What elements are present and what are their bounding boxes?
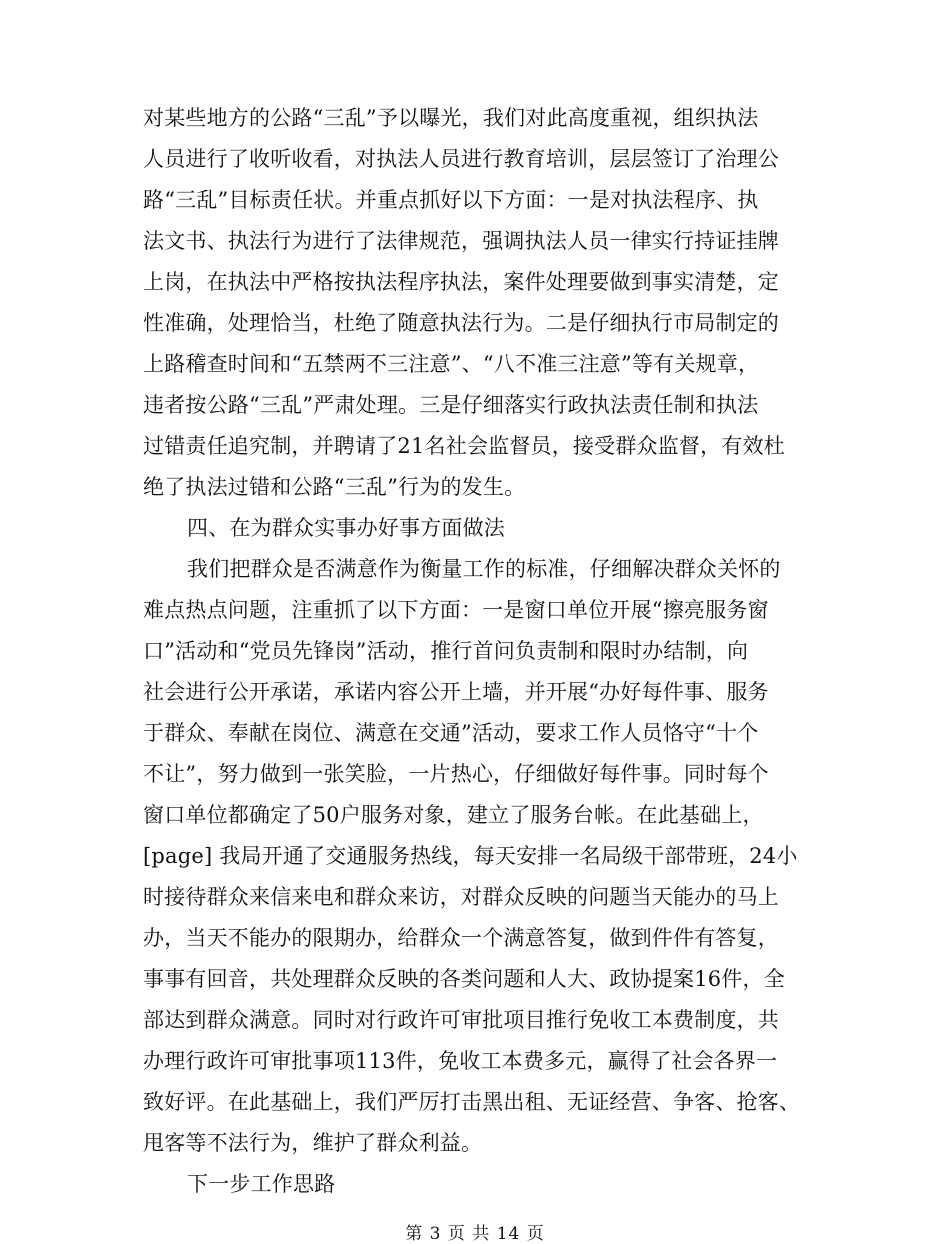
- text-line: 于群众、奉献在岗位、满意在交通”活动，要求工作人员恪守“十个: [143, 721, 759, 745]
- text-line: 不让”，努力做到一张笑脸，一片热心，仔细做好每件事。同时每个: [143, 762, 769, 786]
- text-line: 难点热点问题，注重抓了以下方面：一是窗口单位开展“擦亮服务窗: [143, 598, 769, 622]
- text-line: 窗口单位都确定了50户服务对象，建立了服务台帐。在此基础上，: [143, 803, 764, 827]
- text-line: 部达到群众满意。同时对行政许可审批项目推行免收工本费制度，共: [143, 1008, 779, 1032]
- text-line: 绝了执法过错和公路“三乱”行为的发生。: [143, 475, 526, 499]
- text-line: 办理行政许可审批事项113件，免收工本费多元，赢得了社会各界一: [143, 1049, 778, 1073]
- text-line: 对某些地方的公路“三乱”予以曝光，我们对此高度重视，组织执法: [143, 106, 759, 130]
- text-line: 过错责任追究制，并聘请了21名社会监督员，接受群众监督，有效杜: [143, 434, 785, 458]
- text-line: 上路稽查时间和“五禁两不三注意”、“八不准三注意”等有关规章，: [143, 352, 760, 376]
- page-footer: 第 3 页 共 14 页: [405, 1224, 545, 1244]
- text-line: 我们把群众是否满意作为衡量工作的标准，仔细解决群众关怀的: [187, 557, 781, 581]
- text-line: 致好评。在此基础上，我们严厉打击黑出租、无证经营、争客、抢客、: [143, 1090, 801, 1114]
- text-line: [page] 我局开通了交通服务热线，每天安排一名局级干部带班，24小: [143, 844, 798, 868]
- text-line: 法文书、执法行为进行了法律规范，强调执法人员一律实行持证挂牌: [143, 229, 779, 253]
- text-line: 社会进行公开承诺，承诺内容公开上墙，并开展“办好每件事、服务: [143, 680, 769, 704]
- section-heading: 四、在为群众实事办好事方面做法: [187, 516, 505, 540]
- text-line: 办，当天不能办的限期办，给群众一个满意答复，做到件件有答复，: [143, 926, 779, 950]
- text-line: 路“三乱”目标责任状。并重点抓好以下方面：一是对执法程序、执: [143, 188, 759, 212]
- text-line: 人员进行了收听收看，对执法人员进行教育培训，层层签订了治理公: [143, 147, 779, 171]
- text-line: 上岗，在执法中严格按执法程序执法，案件处理要做到事实清楚，定: [143, 270, 779, 294]
- text-line: 甩客等不法行为，维护了群众利益。: [143, 1131, 483, 1155]
- section-heading: 下一步工作思路: [187, 1172, 336, 1196]
- text-line: 口”活动和“党员先锋岗”活动，推行首问负责制和限时办结制，向: [143, 639, 749, 663]
- text-line: 性准确，处理恰当，杜绝了随意执法行为。二是仔细执行市局制定的: [143, 311, 779, 335]
- text-line: 事事有回音，共处理群众反映的各类问题和人大、政协提案16件，全: [143, 967, 785, 991]
- text-line: 违者按公路“三乱”严肃处理。三是仔细落实行政执法责任制和执法: [143, 393, 759, 417]
- text-line: 时接待群众来信来电和群众来访，对群众反映的问题当天能办的马上: [143, 885, 779, 909]
